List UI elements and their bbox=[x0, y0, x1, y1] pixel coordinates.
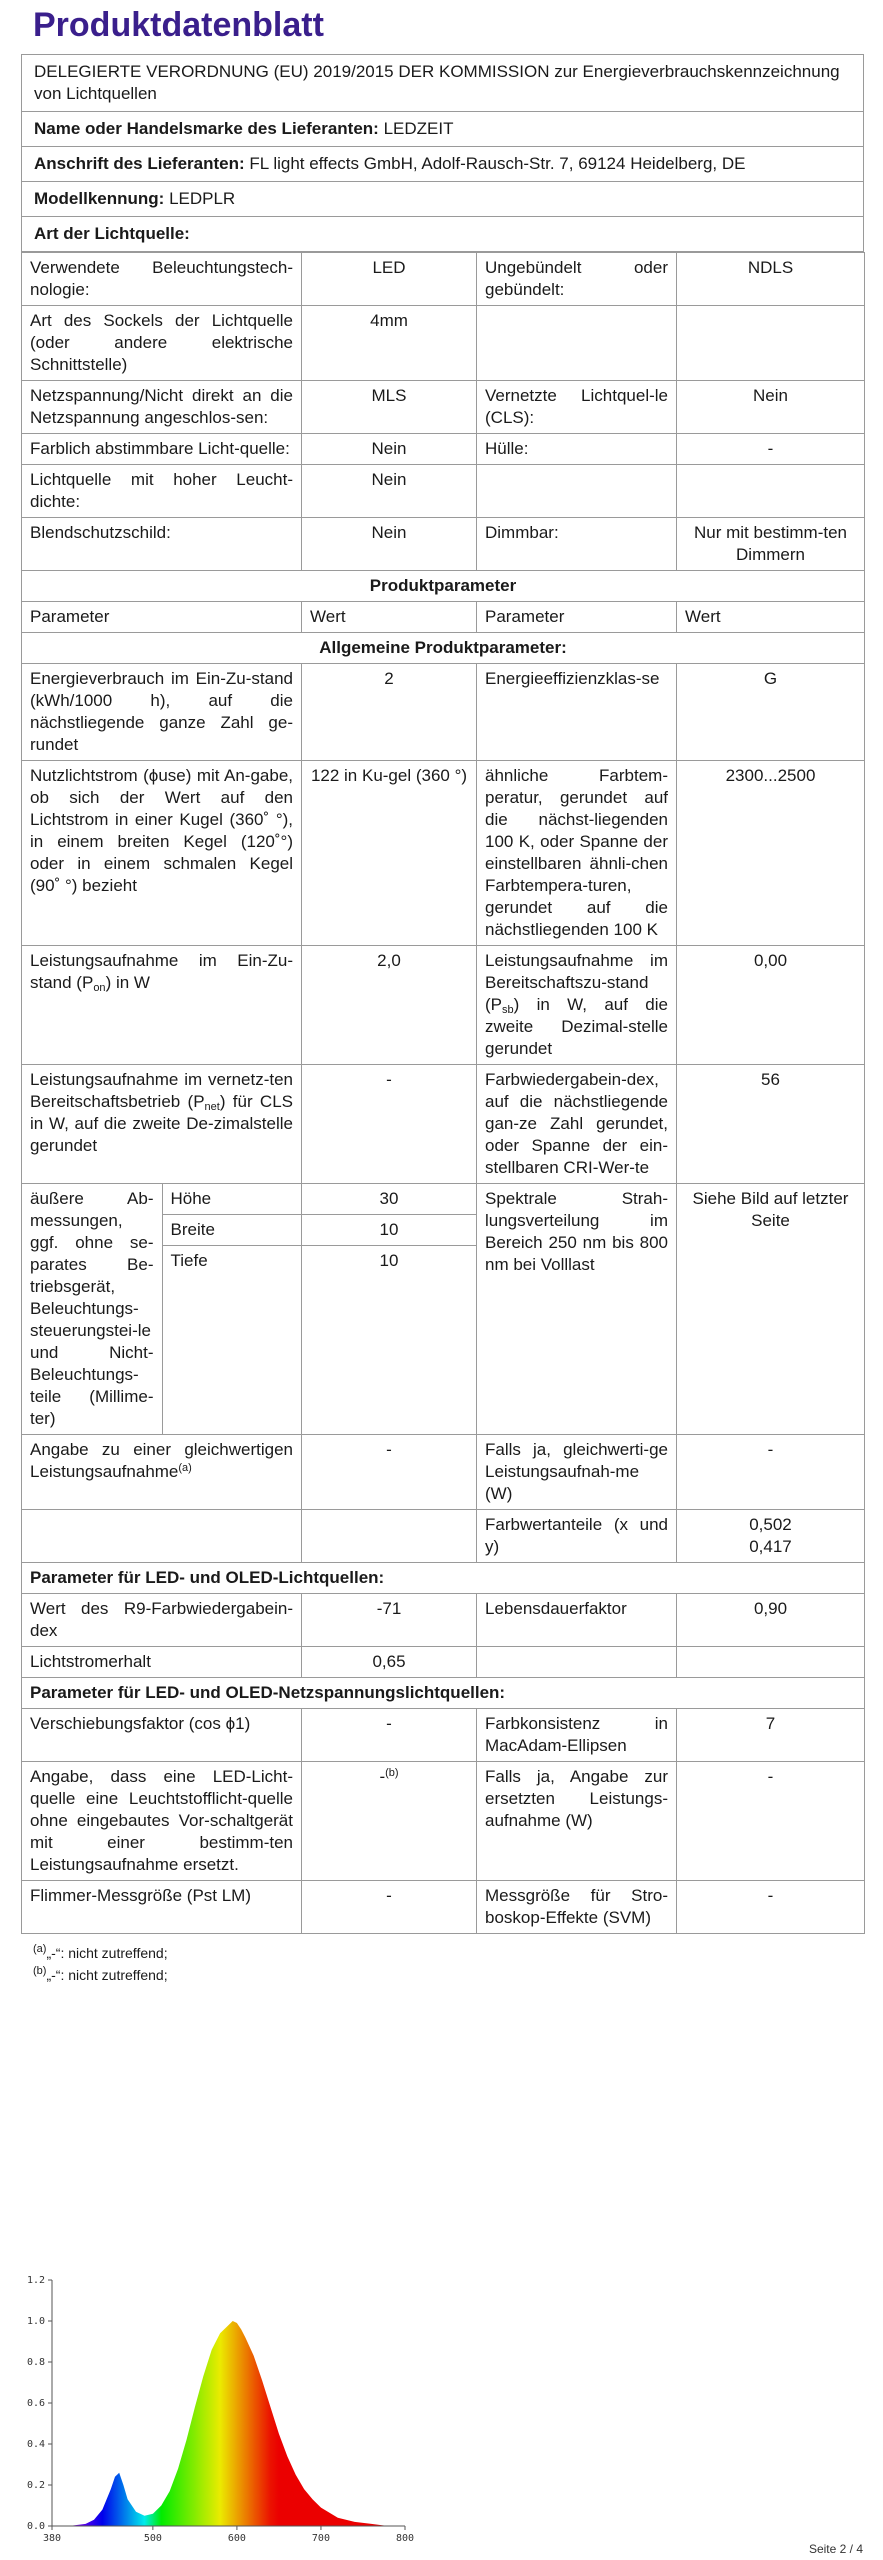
replaced-power-label: Falls ja, Angabe zur ersetzten Leistungs-aufnahme (W) bbox=[477, 1762, 677, 1881]
y-tick-label: 1.0 bbox=[26, 2316, 45, 2327]
table-row bbox=[22, 1184, 865, 1435]
page-title: Produktdatenblatt bbox=[33, 6, 324, 44]
cri-label: Farbwiedergabein-dex, auf die nächstliegende gan-ze Zahl gerundet, oder Spanne der ein-stellbaren CRI-Wer-te bbox=[477, 1065, 677, 1184]
table-row bbox=[22, 465, 865, 518]
param-value: - bbox=[677, 434, 865, 465]
macadam-value: 7 bbox=[677, 1709, 865, 1762]
x-tick-label: 500 bbox=[143, 2533, 162, 2544]
param-label bbox=[477, 306, 677, 381]
footnote-a: $^{(a)}$„-“: nicht zutreffend; bbox=[33, 1943, 168, 1961]
param-value: Nein bbox=[302, 518, 477, 571]
param-label: Vernetzte Lichtquel-le (CLS): bbox=[477, 381, 677, 434]
param-value: 4mm bbox=[302, 306, 477, 381]
dimensions-label: äußere Ab-messungen, ggf. ohne se-parates Be-triebsgerät, Beleuchtungs-steuerungstei-le und Nicht-Beleuchtungs-teile (Millime-ter) bbox=[22, 1184, 162, 1434]
displacement-factor-label: Verschiebungsfaktor (cos ϕ1) bbox=[22, 1709, 302, 1762]
fluorescent-replacement-value: -$^{(b)}$ bbox=[302, 1762, 477, 1881]
param-label: Ungebündelt oder gebündelt: bbox=[477, 253, 677, 306]
replaced-power-value: - bbox=[677, 1762, 865, 1881]
spectral-distribution-value: Siehe Bild auf letzter Seite bbox=[677, 1184, 865, 1435]
height-label: Höhe bbox=[163, 1184, 302, 1215]
section-heading: Parameter für LED- und OLED-Lichtquellen: bbox=[22, 1563, 865, 1594]
param-label: Netzspannung/Nicht direkt an die Netzspannung angeschlos-sen: bbox=[22, 381, 302, 434]
model-row bbox=[22, 181, 863, 216]
table-row bbox=[22, 1709, 865, 1762]
power-on-label: Leistungsaufnahme im Ein-Zu-stand $(P_{on})$ in W bbox=[22, 946, 302, 1065]
equivalent-power-label: Angabe zu einer gleichwertigen Leistungsaufnahme$^{(a)}$ bbox=[22, 1435, 302, 1510]
supplier-value: LEDZEIT bbox=[383, 119, 454, 138]
displacement-factor-value: - bbox=[302, 1709, 477, 1762]
power-networked-value: - bbox=[302, 1065, 477, 1184]
y-tick-label: 0.4 bbox=[26, 2439, 45, 2450]
energy-class-value: G bbox=[677, 664, 865, 761]
supplier-label: Name oder Handelsmarke des Lieferanten: bbox=[34, 119, 379, 138]
param-label: Verwendete Beleuchtungstech-nologie: bbox=[22, 253, 302, 306]
section-heading: Produktparameter bbox=[22, 571, 865, 602]
equivalent-power-value: - bbox=[302, 1435, 477, 1510]
equivalent-power2-label: Falls ja, gleichwerti-ge Leistungsaufnah-me (W) bbox=[477, 1435, 677, 1510]
color-temperature-value: 2300...2500 bbox=[677, 761, 865, 946]
survival-factor-label: Lebensdauerfaktor bbox=[477, 1594, 677, 1647]
model-value: LEDPLR bbox=[169, 189, 236, 208]
power-networked-label: Leistungsaufnahme im vernetz-ten Bereitschaftsbetrieb $(P_{net})$ für CLS in W, auf die zweite De-zimalstelle gerundet bbox=[22, 1065, 302, 1184]
width-label: Breite bbox=[163, 1215, 302, 1246]
param-value: NDLS bbox=[677, 253, 865, 306]
y-tick-label: 0.6 bbox=[26, 2398, 45, 2409]
footnote-b: $^{(b)}$„-“: nicht zutreffend; bbox=[33, 1965, 168, 1983]
param-label: Blendschutzschild: bbox=[22, 518, 302, 571]
header-value: Wert bbox=[302, 602, 477, 633]
param-value: Nur mit bestimm-ten Dimmern bbox=[677, 518, 865, 571]
x-tick-label: 380 bbox=[42, 2533, 62, 2544]
header-value: Wert bbox=[677, 602, 865, 633]
y-tick-label: 0.0 bbox=[26, 2521, 45, 2532]
table-row bbox=[22, 253, 865, 306]
stroboscopic-value: - bbox=[677, 1881, 865, 1934]
y-tick-label: 0.8 bbox=[26, 2357, 45, 2368]
dimensions-cell bbox=[22, 1184, 302, 1435]
param-value: Nein bbox=[677, 381, 865, 434]
table-row bbox=[22, 518, 865, 571]
x-tick-label: 600 bbox=[227, 2533, 246, 2544]
lumen-maintenance-value: 0,65 bbox=[302, 1647, 477, 1678]
y-tick-label: 1.2 bbox=[26, 2275, 45, 2286]
macadam-label: Farbkonsistenz in MacAdam-Ellipsen bbox=[477, 1709, 677, 1762]
flicker-value: - bbox=[302, 1881, 477, 1934]
survival-factor-value: 0,90 bbox=[677, 1594, 865, 1647]
table-row bbox=[22, 664, 865, 761]
spectrum-area bbox=[20, 2268, 420, 2548]
x-tick-label: 800 bbox=[395, 2533, 415, 2544]
table-row bbox=[22, 1762, 865, 1881]
luminous-flux-value: 122 in Ku-gel (360 °) bbox=[302, 761, 477, 946]
param-label: Dimmbar: bbox=[477, 518, 677, 571]
energy-class-label: Energieeffizienzklas-se bbox=[477, 664, 677, 761]
table-row bbox=[22, 1594, 865, 1647]
supplier-info bbox=[21, 54, 864, 252]
table-row bbox=[22, 381, 865, 434]
param-label: Hülle: bbox=[477, 434, 677, 465]
param-label bbox=[477, 465, 677, 518]
chromaticity-label: Farbwertanteile (x und y) bbox=[477, 1510, 677, 1563]
table-row bbox=[22, 946, 865, 1065]
section-heading: Allgemeine Produktparameter: bbox=[22, 633, 865, 664]
header-parameter: Parameter bbox=[22, 602, 302, 633]
table-row bbox=[22, 1435, 865, 1510]
address-label: Anschrift des Lieferanten: bbox=[34, 154, 245, 173]
r9-value: -71 bbox=[302, 1594, 477, 1647]
spectral-distribution-chart bbox=[20, 2268, 420, 2548]
stroboscopic-label: Messgröße für Stro-boskop-Effekte (SVM) bbox=[477, 1881, 677, 1934]
table-row bbox=[22, 1065, 865, 1184]
param-value bbox=[677, 465, 865, 518]
r9-label: Wert des R9-Farbwiedergabein-dex bbox=[22, 1594, 302, 1647]
y-tick-label: 0.2 bbox=[26, 2480, 45, 2491]
energy-consumption-label: Energieverbrauch im Ein-Zu-stand (kWh/1000 h), auf die nächstliegende ganze Zahl ge-rundet bbox=[22, 664, 302, 761]
depth-value: 10 bbox=[379, 1251, 399, 1270]
dimensions-inner bbox=[22, 1184, 301, 1434]
table-row bbox=[22, 434, 865, 465]
power-standby-label: Leistungsaufnahme im Bereitschaftszu-stand $(P_{sb})$ in W, auf die zweite Dezimal-stelle gerundet bbox=[477, 946, 677, 1065]
table-row bbox=[22, 1881, 865, 1934]
param-value bbox=[677, 306, 865, 381]
power-on-value: 2,0 bbox=[302, 946, 477, 1065]
table-row bbox=[22, 1647, 865, 1678]
x-tick-label: 700 bbox=[311, 2533, 330, 2544]
equivalent-power2-value: - bbox=[677, 1435, 865, 1510]
param-label: Farblich abstimmbare Licht-quelle: bbox=[22, 434, 302, 465]
model-label: Modellkennung: bbox=[34, 189, 165, 208]
section-heading: Parameter für LED- und OLED-Netzspannungslichtquellen: bbox=[22, 1678, 865, 1709]
table-row bbox=[22, 306, 865, 381]
color-temperature-label: ähnliche Farbtem-peratur, gerundet auf die nächst-liegenden 100 K, oder Spanne der einstellbaren ähnli-chen Farbtempera-turen, gerundet auf die nächstliegenden 100 K bbox=[477, 761, 677, 946]
fluorescent-replacement-label: Angabe, dass eine LED-Licht-quelle eine Leuchtstofflicht-quelle ohne eingebautes Vor-schaltgerät mit einer bestimm-ten Leistungsaufnahme ersetzt. bbox=[22, 1762, 302, 1881]
lumen-maintenance-label: Lichtstromerhalt bbox=[22, 1647, 302, 1678]
param-value: MLS bbox=[302, 381, 477, 434]
regulation-text: DELEGIERTE VERORDNUNG (EU) 2019/2015 DER KOMMISSION zur Energieverbrauchskennzeichnung von Lichtquellen bbox=[22, 54, 863, 111]
param-label: Lichtquelle mit hoher Leucht-dichte: bbox=[22, 465, 302, 518]
header-parameter: Parameter bbox=[477, 602, 677, 633]
energy-consumption-value: 2 bbox=[302, 664, 477, 761]
param-label: Art des Sockels der Lichtquelle (oder andere elektrische Schnittstelle) bbox=[22, 306, 302, 381]
light-source-table bbox=[21, 252, 865, 1934]
footnotes bbox=[21, 1942, 864, 1986]
param-value: Nein bbox=[302, 434, 477, 465]
dimensions-values bbox=[302, 1184, 477, 1435]
supplier-row bbox=[22, 111, 863, 146]
light-source-type-heading: Art der Lichtquelle: bbox=[22, 216, 863, 251]
depth-label: Tiefe bbox=[170, 1251, 208, 1270]
table-row bbox=[22, 1510, 865, 1563]
height-value: 30 bbox=[302, 1184, 476, 1215]
param-value: Nein bbox=[302, 465, 477, 518]
cri-value: 56 bbox=[677, 1065, 865, 1184]
flicker-label: Flimmer-Messgröße (Pst LM) bbox=[22, 1881, 302, 1934]
power-standby-value: 0,00 bbox=[677, 946, 865, 1065]
page-number: Seite 2 / 4 bbox=[808, 2542, 863, 2556]
address-row bbox=[22, 146, 863, 181]
luminous-flux-label: Nutzlichtstrom (ϕuse) mit An-gabe, ob sich der Wert auf den Lichtstrom in einer Kugel (360˚ °), in einem breiten Kegel (120˚°) oder in einem schmalen Kegel (90˚ °) bezieht bbox=[22, 761, 302, 946]
table-row bbox=[22, 761, 865, 946]
address-value: FL light effects GmbH, Adolf-Rausch-Str. 7, 69124 Heidelberg, DE bbox=[249, 154, 746, 173]
chromaticity-value: 0,502 0,417 bbox=[677, 1510, 865, 1563]
column-headers bbox=[22, 602, 865, 633]
spectral-distribution-label: Spektrale Strah-lungsverteilung im Bereich 250 nm bis 800 nm bei Volllast bbox=[477, 1184, 677, 1435]
width-value: 10 bbox=[302, 1215, 476, 1246]
datasheet bbox=[21, 0, 864, 1986]
param-value: LED bbox=[302, 253, 477, 306]
